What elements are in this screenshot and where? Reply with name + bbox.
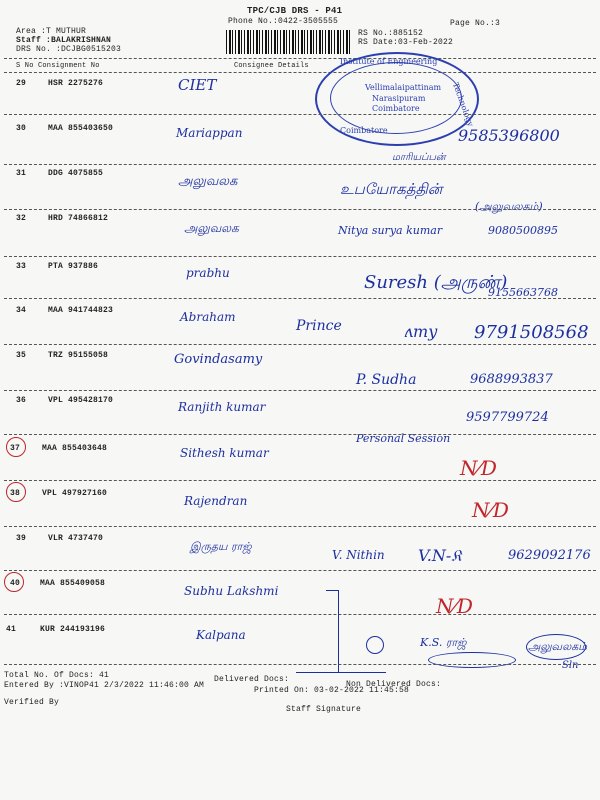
receiver-circle-mark <box>366 636 384 654</box>
receiver-phone: 9155663768 <box>488 286 558 299</box>
phone-number: Phone No.:0422-3505555 <box>228 17 339 26</box>
consignee-name: அலுவலக <box>178 174 238 189</box>
consignee-name: CIET <box>178 76 217 94</box>
row-sno: 40 <box>10 579 21 588</box>
page-number: Page No.:3 <box>450 19 501 28</box>
column-divider <box>4 72 596 73</box>
row-sno: 34 <box>16 306 27 315</box>
row-divider <box>4 390 596 391</box>
receiver-phone: 9585396800 <box>458 126 560 145</box>
row-consignment: VPL 495428170 <box>48 396 114 405</box>
row-sno: 37 <box>10 444 21 453</box>
receiver-signature: உபயோகத்தின் <box>340 180 443 198</box>
row-divider <box>4 298 596 299</box>
row-divider <box>4 434 596 435</box>
receiver-signature: மாரியப்பன் <box>392 152 446 163</box>
drs-number: DRS No. :DCJBG0515203 <box>16 45 122 54</box>
row-divider <box>4 256 596 257</box>
consignee-name: prabhu <box>186 266 230 280</box>
row-sno: 32 <box>16 214 27 223</box>
row-consignment: TRZ 95155058 <box>48 351 109 360</box>
receiver-note: (அலுவலகம்) <box>475 200 543 213</box>
row-consignment: VLR 4737470 <box>48 534 104 543</box>
consignee-name: Mariappan <box>176 126 243 140</box>
row-sno: 38 <box>10 489 21 498</box>
row-sno: 31 <box>16 169 27 178</box>
delivered-docs: Delivered Docs: <box>214 675 290 684</box>
total-docs: Total No. Of Docs: 41 <box>4 671 110 680</box>
receiver-signature: V.N-𝔎 <box>418 546 462 565</box>
printed-on: Printed On: 03-02-2022 11:45:58 <box>254 686 410 695</box>
row-consignment: PTA 937886 <box>48 262 99 271</box>
stamp-text: Institute of Engineering <box>340 57 438 66</box>
bracket-arrow <box>338 672 386 673</box>
header-divider <box>4 58 596 59</box>
row-consignment: KUR 244193196 <box>40 625 106 634</box>
row-divider <box>4 209 596 210</box>
barcode <box>226 30 350 54</box>
consignee-name: Rajendran <box>184 494 248 508</box>
row-sno: 41 <box>6 625 17 634</box>
receiver-circle-mark <box>428 652 516 668</box>
row-divider <box>4 526 596 527</box>
row-sno: 35 <box>16 351 27 360</box>
row-sno: 33 <box>16 262 27 271</box>
row-consignment: MAA 855403648 <box>42 444 108 453</box>
row-consignment: VPL 497927160 <box>42 489 108 498</box>
not-delivered-mark: N⁄D <box>460 456 497 480</box>
not-delivered-mark: N⁄D <box>472 498 509 522</box>
entered-by: Entered By :VINOP41 2/3/2022 11:46:00 AM <box>4 681 205 690</box>
receiver-signature: ʌmy <box>404 322 438 341</box>
consignee-name: அலுவலக <box>184 221 239 235</box>
row-sno: 29 <box>16 79 27 88</box>
receiver-phone: 9791508568 <box>474 322 589 343</box>
receiver-phone: 9629092176 <box>508 548 591 563</box>
receiver-signature: Suresh (அருண்) <box>364 272 508 293</box>
row-divider <box>4 344 596 345</box>
row-divider <box>4 114 596 115</box>
area-label: Area :T MUTHUR <box>16 27 87 36</box>
receiver-circle-mark <box>526 634 586 660</box>
receiver-name: P. Sudha <box>356 372 417 388</box>
stamp-text: Coimbatore <box>372 104 420 113</box>
receiver-signature: K.S. ராஜ் <box>420 636 467 649</box>
receiver-phone: 9080500895 <box>488 224 558 237</box>
consignee-name: Subhu Lakshmi <box>184 584 279 598</box>
column-header-consignment: S No Consignment No <box>16 62 100 70</box>
row-consignment: MAA 855409058 <box>40 579 106 588</box>
consignee-name: Govindasamy <box>174 352 263 367</box>
consignee-name: Kalpana <box>196 628 246 642</box>
receiver-note: Personal Session <box>356 432 451 445</box>
row-sno: 36 <box>16 396 27 405</box>
row-divider <box>4 614 596 615</box>
document-title: TPC/CJB DRS - P41 <box>247 6 343 16</box>
verified-by: Verified By <box>4 698 60 707</box>
receiver-name: V. Nithin <box>332 548 385 562</box>
receiver-phone: 9688993837 <box>470 372 553 387</box>
consignee-name: Abraham <box>180 310 236 324</box>
consignee-name: Ranjith kumar <box>178 400 266 414</box>
bracket-top <box>326 590 338 591</box>
consignee-name: இருதய ராஜ் <box>190 540 252 553</box>
row-divider <box>4 570 596 571</box>
row-consignment: MAA 941744823 <box>48 306 114 315</box>
receiver-name: Nitya surya kumar <box>338 224 443 237</box>
row-sno: 30 <box>16 124 27 133</box>
row-divider <box>4 480 596 481</box>
consignee-name: Sithesh kumar <box>180 446 269 460</box>
row-consignment: HRD 74866812 <box>48 214 109 223</box>
row-consignment: MAA 855403650 <box>48 124 114 133</box>
receiver-initials: Sln <box>562 660 579 671</box>
staff-signature: Staff Signature <box>286 705 362 714</box>
row-divider <box>4 164 596 165</box>
receiver-phone: 9597799724 <box>466 410 549 425</box>
row-consignment: DDG 4075855 <box>48 169 104 178</box>
receiver-name: Prince <box>296 318 342 334</box>
staff-label: Staff :BALAKRISHNAN <box>16 36 112 45</box>
not-delivered-mark: N⁄D <box>436 594 473 618</box>
rs-date: RS Date:03-Feb-2022 <box>358 38 454 47</box>
bracket-line <box>338 590 339 672</box>
stamp-text: Technology <box>450 81 476 128</box>
stamp-text: Coimbatore <box>340 126 388 135</box>
bracket-bottom <box>296 672 338 673</box>
stamp-text: Vellimalaipattinam <box>365 83 442 92</box>
row-sno: 39 <box>16 534 27 543</box>
receiver-note: அலுவலகம் <box>528 640 588 653</box>
footer-divider <box>4 664 596 665</box>
stamp-text: Narasipuram <box>372 94 426 103</box>
column-header-consignee: Consignee Details <box>234 62 309 70</box>
non-delivered-docs: Non Delivered Docs: <box>346 680 442 689</box>
rs-number: RS No.:885152 <box>358 29 424 38</box>
row-consignment: HSR 2275276 <box>48 79 104 88</box>
